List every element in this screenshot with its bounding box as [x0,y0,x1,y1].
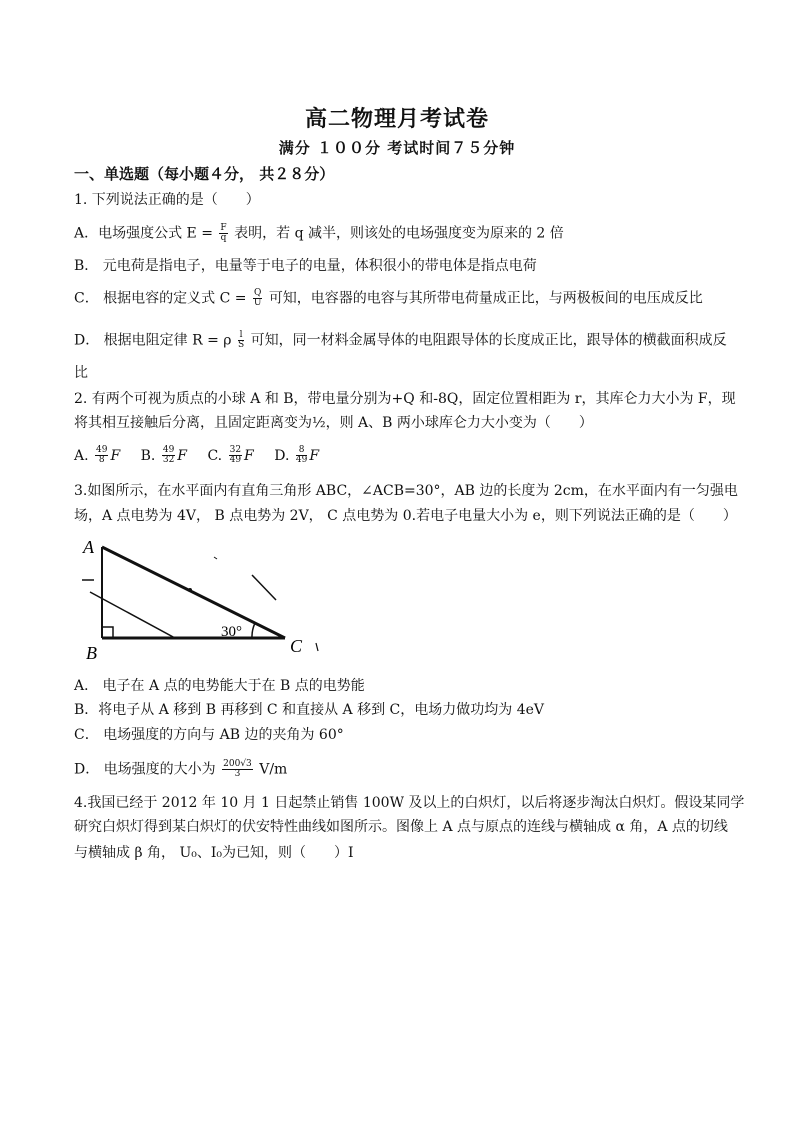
q1-d-text: D． 根据电阻定律 R = ρ [74,332,232,349]
fraction-numerator: 200√3 [223,759,252,769]
q1-option-b: B． 元电荷是指电子，电量等于电子的电量，体积很小的带电体是指点电荷 [74,258,537,274]
option-unit: F [110,447,121,464]
fraction-denominator: 49 [295,455,308,465]
q3-d-text: D． 电场强度的大小为 [74,761,216,778]
option-label: C. [207,447,223,464]
stray-mark [316,643,318,651]
section-heading: 一、单选题（每小题４分， 共２８分） [74,165,335,183]
q3-stem-line1: 3.如图所示，在水平面内有直角三角形 ABC，∠ACB=30°，AB 边的长度为 2cm，在水平面内有一匀强电 [74,483,738,499]
q2-option-b [140,445,192,465]
fraction-numerator: 32 [229,445,242,455]
fraction-denominator: q [220,233,227,243]
fraction-numerator: 49 [96,445,108,455]
q2-option-c [207,445,258,465]
right-angle-marker [102,627,113,638]
exam-title: 高二物理月考试卷 [304,106,489,132]
fraction-numerator: F [220,223,227,233]
q1-d-fraction [238,331,244,350]
fraction-numerator: l [239,330,243,340]
q1-option-d-continued: 比 [74,365,88,381]
q2-stem-line2: 将其相互接触后分离，且固定距离变为½，则 A、B 两小球库仑力大小变为（ ） [74,415,593,431]
side-ac [102,547,285,638]
q4-stem-line1: 4.我国已经于 2012 年 10 月 1 日起禁止销售 100W 及以上的白炽灯，以后将逐步淘汰白炽灯。假设某同学 [74,795,745,811]
q3-d-unit: V/m [259,761,288,778]
fraction-denominator: 32 [162,455,175,465]
exam-subtitle: 满分 １００分 考试时间７５分钟 [278,139,516,157]
q1-c-text-end: 可知，电容器的电容与其所带电荷量成正比，与两极板间的电压成反比 [268,290,703,307]
q2-option-a [74,445,125,465]
option-fraction [162,446,175,465]
q3-stem-line2: 场，A 点电势为 4V， B 点电势为 2V， C 点电势为 0.若电子电量大小为 e，则下列说法正确的是（ ） [74,508,737,524]
triangle-figure [80,535,330,665]
option-unit: F [244,447,254,464]
q2-stem-line1: 2. 有两个可视为质点的小球 A 和 B，带电量分别为+Q 和-8Q，固定位置相距为 r，其库仑力大小为 F，现 [74,391,736,407]
option-unit: F [177,447,188,464]
option-unit: F [309,447,320,464]
vertex-label-c: C [290,636,303,656]
fraction-numerator: 8 [296,446,307,456]
fraction-denominator: 8 [98,455,105,465]
stray-dot [188,588,192,592]
fraction-numerator: 49 [162,445,175,455]
option-fraction [296,446,307,465]
q1-option-a [74,224,724,243]
q3-option-d [74,760,724,779]
q3-d-fraction [222,760,253,779]
angle-label: 30° [221,624,242,640]
q4-stem-line3: 与横轴成 β 角， U₀、I₀为已知，则（ ）I [74,845,354,861]
q1-a-text: A．电场强度公式 E = [74,225,213,242]
q2-options [74,446,724,465]
q1-a-text-end: 表明，若 q 减半，则该处的电场强度变为原来的 2 倍 [234,225,564,242]
q1-option-d [74,330,727,350]
vertex-label-b: B [86,643,97,663]
stray-line [252,575,276,600]
q1-c-fraction [253,289,262,308]
q1-stem: 1. 下列说法正确的是（ ） [74,192,260,208]
angle-arc [252,623,255,638]
fraction-denominator: 49 [229,455,242,465]
fraction-numerator: Q [253,288,262,298]
option-fraction [95,446,108,465]
q2-option-d [274,445,320,465]
fraction-denominator: 3 [234,769,241,779]
option-fraction [229,446,242,465]
q1-a-fraction [219,224,227,243]
q1-c-text: C． 根据电容的定义式 C = [74,290,247,307]
q3-option-c: C． 电场强度的方向与 AB 边的夹角为 60° [74,727,344,743]
fraction-denominator: S [237,340,245,350]
option-label: B. [140,447,156,464]
q1-option-c [74,289,724,308]
vertex-label-a: A [83,537,94,557]
stray-mark [214,557,217,559]
option-label: D. [274,447,290,464]
q4-stem-line2: 研究白炽灯得到某白炽灯的伏安特性曲线如图所示。图像上 A 点与原点的连线与横轴成 α 角，A 点的切线 [74,819,728,835]
q3-option-b: B．将电子从 A 移到 B 再移到 C 和直接从 A 移到 C，电场力做功均为 4eV [74,702,545,718]
option-label: A. [74,447,89,464]
fraction-denominator: U [253,298,262,308]
q3-option-a: A． 电子在 A 点的电势能大于在 B 点的电势能 [74,678,365,694]
q1-d-text-end: 可知，同一材料金属导体的电阻跟导体的长度成正比，跟导体的横截面积成反 [250,332,727,349]
